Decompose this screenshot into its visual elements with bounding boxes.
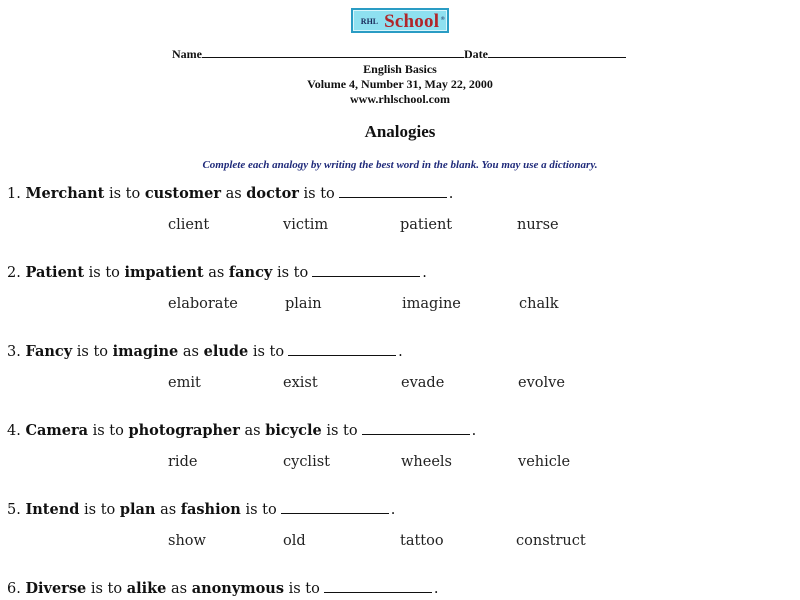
question-number: 1. [7,186,21,202]
connector: is to [288,581,320,597]
answer-blank[interactable] [281,501,389,514]
option[interactable]: emit [168,375,201,391]
connector: is to [88,265,120,281]
question-number: 2. [7,265,21,281]
term-a: Camera [25,422,88,439]
question-number: 5. [7,502,21,518]
term-c: anonymous [191,580,284,597]
option[interactable]: exist [283,375,318,391]
term-b: impatient [124,264,204,281]
connector: as [225,186,242,202]
question-2: 2. Patient is to impatient as fancy is to . [7,264,427,281]
option[interactable]: evolve [518,375,565,391]
option[interactable]: victim [283,217,329,233]
connector: is to [252,344,285,360]
instructions: Complete each analogy by writing the best word in the blank. You may use a dictionary. [202,159,598,171]
logo-name: School [384,11,440,32]
term-a: Diverse [25,580,87,597]
option[interactable]: ride [168,454,198,470]
connector: as [244,423,261,439]
option[interactable]: imagine [402,296,461,312]
term-c: bicycle [265,422,322,439]
option[interactable]: cyclist [283,454,330,470]
connector: is to [92,423,124,439]
option[interactable]: show [168,533,206,549]
question-6: 6. Diverse is to alike as anonymous is to . [7,580,439,597]
name-field[interactable] [202,46,464,58]
connector: is to [276,265,309,281]
option[interactable]: construct [516,533,586,549]
option[interactable]: plain [285,296,322,312]
connector: is to [90,581,123,597]
term-c: fashion [180,501,241,518]
connector: is to [84,502,116,518]
answer-blank[interactable] [312,264,420,277]
rhl-school-logo [351,8,449,33]
term-a: Fancy [25,343,73,360]
connector: is to [76,344,109,360]
connector: is to [303,186,335,202]
question-number: 3. [7,344,21,360]
connector: is to [326,423,358,439]
term-c: doctor [246,185,299,202]
connector: as [160,502,177,518]
name-label: Name [172,47,202,61]
connector: as [208,265,225,281]
answer-blank[interactable] [339,185,447,198]
option[interactable]: vehicle [518,454,571,470]
option[interactable]: nurse [517,217,559,233]
term-b: plan [119,501,156,518]
connector: is to [108,186,141,202]
term-b: alike [126,580,167,597]
term-b: imagine [112,343,179,360]
option[interactable]: patient [400,217,453,233]
option[interactable]: tattoo [400,533,444,549]
connector: is to [245,502,277,518]
page-title: Analogies [364,122,436,141]
answer-blank[interactable] [288,343,396,356]
question-1: 1. Merchant is to customer as doctor is to . [7,185,454,202]
term-b: customer [144,185,221,202]
question-number: 4. [7,423,21,439]
connector: as [170,581,188,597]
question-3: 3. Fancy is to imagine as elude is to . [7,343,403,360]
date-field[interactable] [488,46,626,58]
term-c: elude [203,343,249,360]
option[interactable]: wheels [401,454,452,470]
connector: as [182,344,199,360]
term-b: photographer [128,422,240,439]
date-label: Date [464,47,488,61]
subject: English Basics [363,62,437,76]
answer-blank[interactable] [324,580,432,593]
term-a: Intend [25,501,80,518]
option[interactable]: old [283,533,306,549]
option[interactable]: elaborate [168,296,238,312]
trademark-icon: ® [440,16,446,22]
option[interactable]: evade [401,375,445,391]
option[interactable]: client [168,217,210,233]
answer-blank[interactable] [362,422,470,435]
question-number: 6. [7,581,21,597]
issue-info: Volume 4, Number 31, May 22, 2000 [307,77,493,91]
option[interactable]: chalk [519,296,559,312]
question-4: 4. Camera is to photographer as bicycle is to . [7,422,477,439]
term-c: fancy [228,264,273,281]
term-a: Merchant [25,185,105,202]
website: www.rhlschool.com [350,92,450,106]
logo-prefix: RHL [360,17,379,26]
logo-container [0,8,800,33]
name-date-line [172,46,632,62]
question-5: 5. Intend is to plan as fashion is to . [7,501,396,518]
term-a: Patient [25,264,85,281]
